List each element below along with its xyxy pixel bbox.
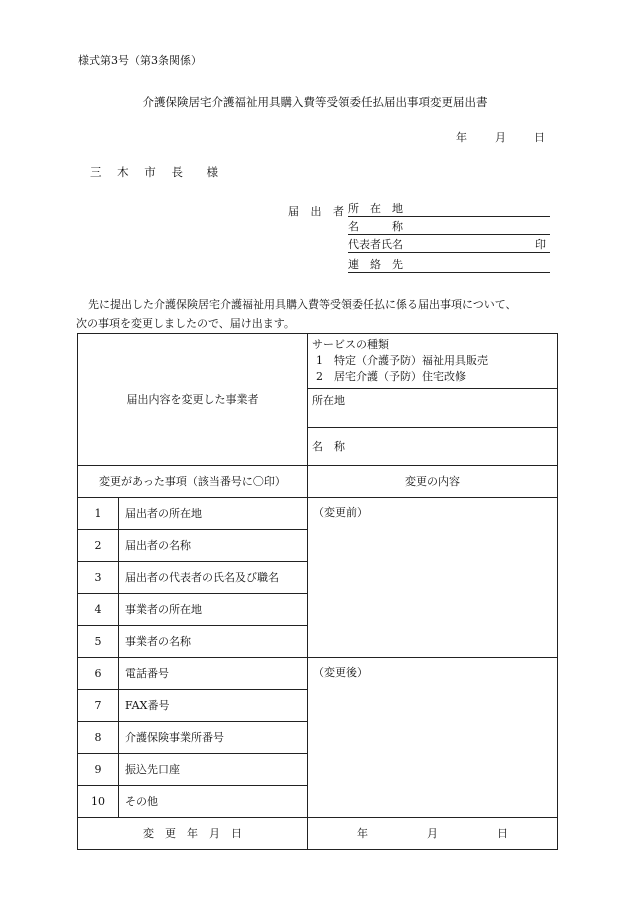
business-name-label: 名 称	[312, 439, 345, 453]
service-type-cell[interactable]	[308, 334, 558, 389]
change-date-day: 日	[497, 826, 508, 840]
form-number: 様式第3号（第3条関係）	[78, 54, 202, 67]
item-number[interactable]: 8	[78, 722, 119, 754]
after-change-label: （変更後）	[313, 666, 368, 679]
intro-line-2: 次の事項を変更しましたので、届け出ます。	[76, 317, 295, 330]
business-location-cell[interactable]	[308, 389, 558, 428]
item-label: 届出者の所在地	[119, 498, 308, 530]
item-number[interactable]: 1	[78, 498, 119, 530]
document-title: 介護保険居宅介護福祉用具購入費等受領委任払届出事項変更届出書	[142, 95, 488, 109]
date-day: 日	[534, 131, 545, 144]
notifier-contact-label: 連 絡 先	[348, 257, 403, 271]
notifier-representative-label: 代表者氏名	[348, 237, 403, 251]
content-header: 変更の内容	[308, 466, 558, 498]
service-item-1: 1 特定（介護予防）福祉用具販売	[316, 354, 488, 367]
notifier-representative-field[interactable]	[348, 238, 550, 253]
change-date-label: 変 更 年 月 日	[78, 818, 308, 850]
item-label: FAX番号	[119, 690, 308, 722]
change-date-cell[interactable]	[308, 818, 558, 850]
addressee: 三 木 市 長 様	[90, 165, 224, 179]
item-number[interactable]: 7	[78, 690, 119, 722]
notifier-address-field[interactable]	[348, 202, 550, 217]
notifier-address-label: 所 在 地	[348, 201, 403, 215]
item-label: 振込先口座	[119, 754, 308, 786]
item-number[interactable]: 3	[78, 562, 119, 594]
before-change-label: （変更前）	[313, 506, 368, 519]
item-number[interactable]: 4	[78, 594, 119, 626]
business-name-cell[interactable]	[308, 428, 558, 466]
business-location-label: 所在地	[312, 394, 345, 407]
notifier-contact-field[interactable]	[348, 258, 550, 273]
seal-mark: 印	[535, 237, 546, 251]
change-date-month: 月	[427, 826, 438, 840]
notifier-label: 届 出 者	[288, 205, 348, 218]
item-number[interactable]: 10	[78, 786, 119, 818]
service-type-title: サービスの種類	[312, 338, 389, 351]
item-label: 電話番号	[119, 658, 308, 690]
item-number[interactable]: 6	[78, 658, 119, 690]
intro-line-1: 先に提出した介護保険居宅介護福祉用具購入費等受領委任払に係る届出事項について、	[88, 298, 517, 311]
item-label: 届出者の代表者の氏名及び職名	[119, 562, 308, 594]
item-number[interactable]: 9	[78, 754, 119, 786]
business-label-cell	[78, 334, 308, 466]
item-label: その他	[119, 786, 308, 818]
items-header: 変更があった事項（該当番号に〇印）	[78, 466, 308, 498]
date-month: 月	[495, 131, 506, 144]
date-year: 年	[456, 131, 467, 144]
item-number[interactable]: 5	[78, 626, 119, 658]
service-item-2: 2 居宅介護（予防）住宅改修	[316, 370, 466, 383]
after-change-cell[interactable]	[308, 658, 558, 818]
item-label: 届出者の名称	[119, 530, 308, 562]
notifier-name-field[interactable]	[348, 220, 550, 235]
date-line	[456, 131, 545, 144]
item-label: 事業者の名称	[119, 626, 308, 658]
business-label: 届出内容を変更した事業者	[126, 392, 259, 406]
change-date-year: 年	[357, 826, 368, 840]
notifier-name-label: 名 称	[348, 219, 403, 233]
item-label: 介護保険事業所番号	[119, 722, 308, 754]
item-label: 事業者の所在地	[119, 594, 308, 626]
before-change-cell[interactable]	[308, 498, 558, 658]
item-number[interactable]: 2	[78, 530, 119, 562]
change-form-table	[77, 333, 558, 850]
